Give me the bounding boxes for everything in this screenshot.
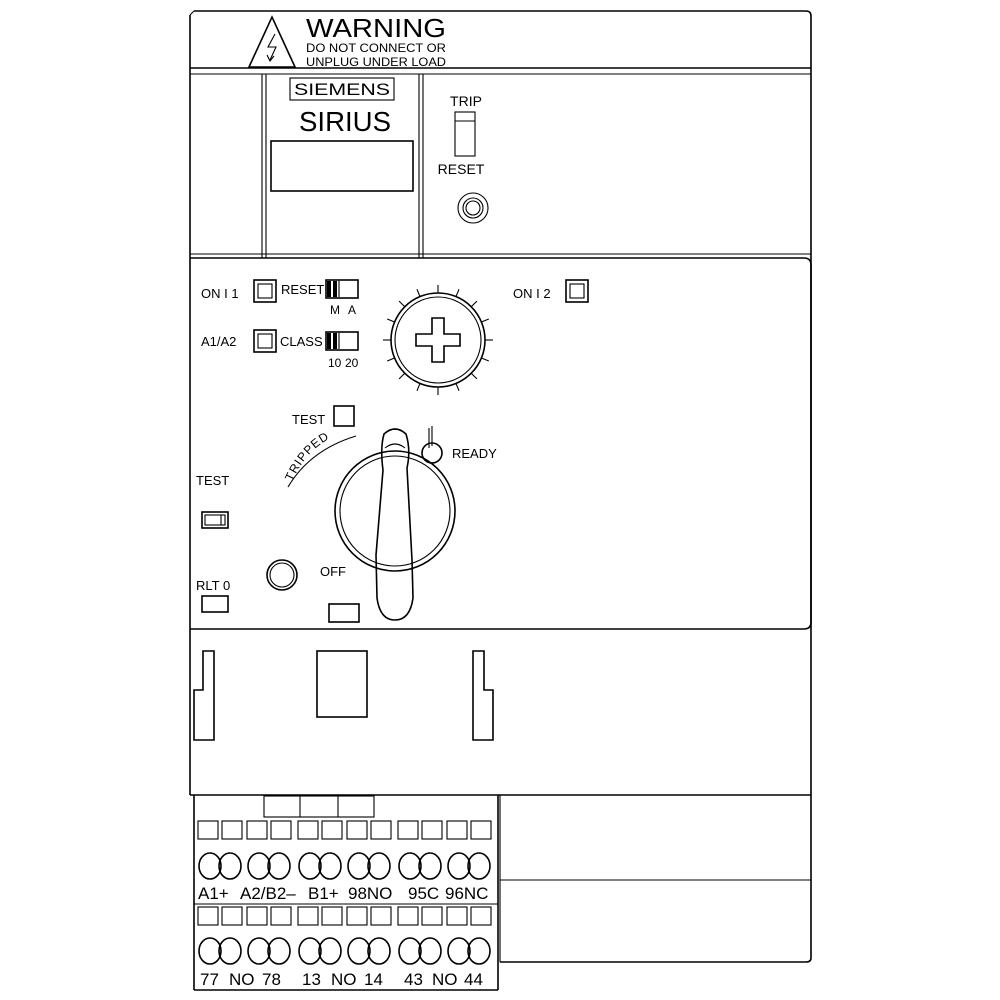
rlt-label: RLT 0 (196, 578, 231, 593)
dial-tick (417, 383, 420, 390)
terminal-label-lower: NO (229, 970, 255, 989)
terminal-screws (199, 853, 490, 964)
terminal-slot (322, 907, 342, 925)
terminal-screw[interactable] (299, 853, 321, 879)
terminal-label-upper: A1+ (198, 884, 229, 903)
class-10: 10 (328, 356, 342, 370)
terminal-screw[interactable] (419, 938, 441, 964)
off-indicator (329, 604, 359, 622)
terminal-screw[interactable] (468, 853, 490, 879)
terminal-label-upper: 98NO (348, 884, 393, 903)
terminal-slots (198, 821, 491, 925)
test-button[interactable] (202, 512, 228, 528)
terminal-slot (271, 907, 291, 925)
terminal-slot (422, 907, 442, 925)
terminal-screw[interactable] (399, 853, 421, 879)
dial-tick (481, 358, 488, 361)
dial-tick (387, 319, 394, 322)
terminal-slot (298, 907, 318, 925)
warning-label (249, 13, 446, 69)
terminal-slot (371, 907, 391, 925)
terminal-screw[interactable] (248, 938, 270, 964)
product-name: SIRIUS (299, 106, 391, 137)
dial-tick (417, 289, 420, 296)
reset-switch-a: A (348, 303, 357, 317)
terminal-slot (322, 821, 342, 839)
reset-label: RESET (437, 161, 485, 177)
dial-tick (399, 301, 405, 307)
terminal-label-lower: 78 (262, 970, 281, 989)
terminal-slot (471, 907, 491, 925)
on2-label: ON I 2 (513, 286, 551, 301)
on1-label: ON I 1 (201, 286, 239, 301)
ready-label: READY (452, 446, 497, 461)
terminal-slot (247, 907, 267, 925)
class-switch-label: CLASS (280, 334, 323, 349)
terminal-slot (222, 821, 242, 839)
terminal-label-upper: A2/B2– (240, 884, 296, 903)
terminal-label-upper: 95C (408, 884, 440, 903)
terminal-slot (198, 821, 218, 839)
terminal-screw[interactable] (199, 853, 221, 879)
terminal-slot (398, 907, 418, 925)
dial-tick (471, 301, 477, 307)
test-top-indicator (334, 406, 354, 426)
brand-name: SIEMENS (294, 80, 390, 99)
terminal-screw[interactable] (268, 938, 290, 964)
center-window (317, 651, 367, 717)
terminal-screw[interactable] (399, 938, 421, 964)
warning-line-2: UNPLUG UNDER LOAD (306, 55, 447, 69)
off-label: OFF (320, 564, 346, 579)
trip-label: TRIP (450, 93, 482, 109)
dial-tick (387, 358, 394, 361)
terminal-slot (298, 821, 318, 839)
terminal-screw[interactable] (319, 853, 341, 879)
terminal-screw[interactable] (199, 938, 221, 964)
terminal-screw[interactable] (219, 853, 241, 879)
tripped-label: TRIPPED (282, 428, 332, 484)
terminal-label-lower: NO (331, 970, 357, 989)
test-top-label: TEST (292, 412, 326, 427)
terminal-screw[interactable] (348, 938, 370, 964)
dial-tick (456, 289, 459, 296)
control-panel-outline (190, 258, 811, 629)
housing-outline (194, 11, 811, 962)
reset-mode-switch[interactable] (326, 280, 358, 298)
dial-tick (471, 373, 477, 379)
terminal-slot (422, 821, 442, 839)
terminal-screw[interactable] (348, 853, 370, 879)
lightning-bolt-icon (268, 34, 276, 60)
current-setting-dial[interactable] (383, 285, 493, 395)
a1a2-label: A1/A2 (201, 334, 237, 349)
rlt-indicator (202, 596, 228, 612)
terminal-slot (198, 907, 218, 925)
terminal-screw[interactable] (219, 938, 241, 964)
dial-tick (456, 383, 459, 390)
class-switch[interactable] (326, 332, 358, 350)
terminal-slot (398, 821, 418, 839)
terminal-label-lower: 44 (464, 970, 483, 989)
reset-switch-m: M (330, 303, 340, 317)
terminal-label-lower: 43 (404, 970, 423, 989)
rotary-handle[interactable] (335, 429, 455, 620)
terminal-top-tabs (264, 796, 374, 817)
high-voltage-warning-icon (249, 17, 295, 67)
warning-line-1: DO NOT CONNECT OR (306, 41, 447, 55)
terminal-label-lower: 13 (302, 970, 321, 989)
on2-led (566, 280, 588, 302)
reset-switch-label: RESET (281, 282, 325, 297)
terminal-label-lower: NO (432, 970, 458, 989)
terminal-label-lower: 77 (200, 970, 219, 989)
test-side-label: TEST (196, 473, 230, 488)
terminal-screw[interactable] (248, 853, 270, 879)
terminal-label-upper: B1+ (308, 884, 339, 903)
on1-led (254, 280, 276, 302)
terminal-screw[interactable] (368, 938, 390, 964)
terminal-slot (447, 821, 467, 839)
terminal-slot (222, 907, 242, 925)
terminal-screw[interactable] (368, 853, 390, 879)
display-window (271, 141, 413, 191)
terminal-slot (447, 907, 467, 925)
terminal-screw[interactable] (319, 938, 341, 964)
left-latch (194, 651, 214, 740)
a1a2-led (254, 330, 276, 352)
terminal-slot (371, 821, 391, 839)
terminal-slot (347, 821, 367, 839)
terminal-label-lower: 14 (364, 970, 383, 989)
terminal-slot (271, 821, 291, 839)
dial-tick (399, 373, 405, 379)
adjust-knob[interactable] (267, 560, 297, 590)
terminal-slot (347, 907, 367, 925)
terminal-screw[interactable] (448, 853, 470, 879)
right-latch (473, 651, 493, 740)
terminal-screw[interactable] (448, 938, 470, 964)
warning-title: WARNING (306, 13, 446, 43)
terminal-screw[interactable] (419, 853, 441, 879)
terminal-slot (471, 821, 491, 839)
dial-tick (481, 319, 488, 322)
class-20: 20 (345, 356, 359, 370)
dial-cross-icon (416, 318, 460, 362)
terminal-screw[interactable] (299, 938, 321, 964)
trip-indicator (455, 112, 475, 156)
terminal-screw[interactable] (268, 853, 290, 879)
terminal-label-upper: 96NC (445, 884, 489, 903)
terminal-screw[interactable] (468, 938, 490, 964)
terminal-slot (247, 821, 267, 839)
